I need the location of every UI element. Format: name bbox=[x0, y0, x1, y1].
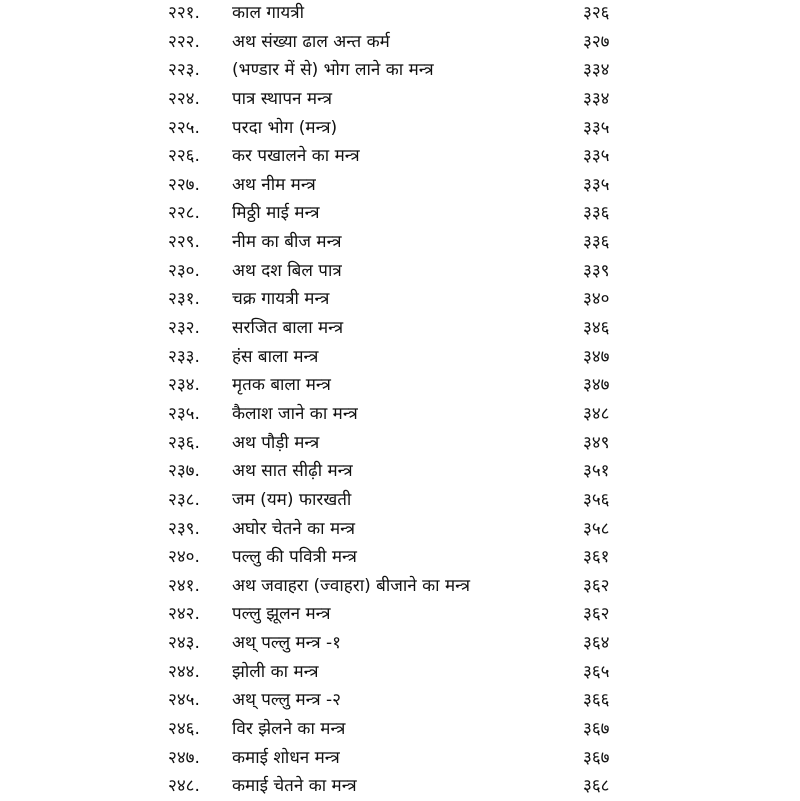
toc-entry-row bbox=[0, 171, 800, 200]
entry-number: २३९. bbox=[168, 518, 200, 539]
entry-number: २२६. bbox=[168, 146, 200, 167]
entry-page-number: ३३६ bbox=[583, 203, 610, 224]
entry-page-number: ३६७ bbox=[583, 747, 610, 768]
toc-entry-row bbox=[0, 658, 800, 687]
entry-page-number: ३३५ bbox=[583, 146, 610, 167]
toc-entry-row bbox=[0, 600, 800, 629]
entry-title: विर झेलने का मन्त्र bbox=[232, 719, 346, 740]
entry-title: परदा भोग (मन्त्र) bbox=[232, 117, 338, 138]
toc-entry-row bbox=[0, 686, 800, 715]
toc-entry-row bbox=[0, 715, 800, 744]
toc-entry-row bbox=[0, 28, 800, 57]
entry-number: २२८. bbox=[168, 203, 200, 224]
entry-number: २४०. bbox=[168, 547, 200, 568]
entry-page-number: ३४७ bbox=[583, 346, 610, 367]
entry-number: २३६. bbox=[168, 432, 200, 453]
entry-title: मृतक बाला मन्त्र bbox=[232, 375, 331, 396]
entry-number: २३४. bbox=[168, 375, 200, 396]
entry-number: २४४. bbox=[168, 661, 200, 682]
toc-entry-row bbox=[0, 228, 800, 257]
entry-title: अथ जवाहरा (ज्वाहरा) बीजाने का मन्त्र bbox=[232, 575, 471, 596]
entry-title: अघोर चेतने का मन्त्र bbox=[232, 518, 356, 539]
entry-title: कर पखालने का मन्त्र bbox=[232, 146, 360, 167]
toc-entry-row bbox=[0, 515, 800, 544]
entry-page-number: ३६२ bbox=[583, 575, 610, 596]
entry-title: जम (यम) फारखती bbox=[232, 489, 352, 510]
entry-number: २२२. bbox=[168, 31, 200, 52]
entry-title: कैलाश जाने का मन्त्र bbox=[232, 403, 358, 424]
entry-page-number: ३४७ bbox=[583, 375, 610, 396]
toc-entry-row bbox=[0, 486, 800, 515]
toc-entry-row bbox=[0, 142, 800, 171]
entry-page-number: ३४६ bbox=[583, 318, 610, 339]
entry-title: चक्र गायत्री मन्त्र bbox=[232, 289, 330, 310]
toc-entry-row bbox=[0, 85, 800, 114]
entry-number: २२४. bbox=[168, 88, 200, 109]
toc-entry-row bbox=[0, 772, 800, 801]
entry-title: सरजित बाला मन्त्र bbox=[232, 318, 344, 339]
entry-number: २४२. bbox=[168, 604, 200, 625]
entry-title: पात्र स्थापन मन्त्र bbox=[232, 88, 332, 109]
entry-title: मिठ्ठी माई मन्त्र bbox=[232, 203, 320, 224]
entry-title: अथ दश बिल पात्र bbox=[232, 260, 342, 281]
entry-title: हंस बाला मन्त्र bbox=[232, 346, 319, 367]
entry-title: अथ संख्या ढाल अन्त कर्म bbox=[232, 31, 390, 52]
entry-number: २३१. bbox=[168, 289, 200, 310]
entry-page-number: ३६२ bbox=[583, 604, 610, 625]
entry-page-number: ३६४ bbox=[583, 633, 610, 654]
entry-number: २३७. bbox=[168, 461, 200, 482]
entry-page-number: ३६८ bbox=[583, 776, 610, 797]
toc-entry-row bbox=[0, 257, 800, 286]
toc-entry-row bbox=[0, 629, 800, 658]
entry-number: २४८. bbox=[168, 776, 200, 797]
entry-title: अथ पौड़ी मन्त्र bbox=[232, 432, 320, 453]
toc-entry-row bbox=[0, 572, 800, 601]
toc-entry-row bbox=[0, 314, 800, 343]
entry-title: (भण्डार में से) भोग लाने का मन्त्र bbox=[232, 60, 434, 81]
entry-number: २४५. bbox=[168, 690, 200, 711]
entry-number: २३३. bbox=[168, 346, 200, 367]
toc-entry-row bbox=[0, 744, 800, 773]
entry-title: कमाई चेतने का मन्त्र bbox=[232, 776, 357, 797]
toc-entry-row bbox=[0, 343, 800, 372]
toc-entry-row bbox=[0, 371, 800, 400]
entry-title: कमाई शोधन मन्त्र bbox=[232, 747, 340, 768]
entry-page-number: ३४० bbox=[583, 289, 610, 310]
entry-number: २४१. bbox=[168, 575, 200, 596]
entry-page-number: ३६१ bbox=[583, 547, 610, 568]
entry-page-number: ३६६ bbox=[583, 690, 610, 711]
entry-page-number: ३४९ bbox=[583, 432, 610, 453]
entry-title: अथ सात सीढ़ी मन्त्र bbox=[232, 461, 353, 482]
toc-entry-row bbox=[0, 285, 800, 314]
entry-page-number: ३५८ bbox=[583, 518, 610, 539]
entry-title: पल्लु झूलन मन्त्र bbox=[232, 604, 331, 625]
toc-entry-row bbox=[0, 400, 800, 429]
toc-entry-row bbox=[0, 429, 800, 458]
toc-entry-row bbox=[0, 543, 800, 572]
entry-number: २४७. bbox=[168, 747, 200, 768]
entry-page-number: ३३४ bbox=[583, 60, 610, 81]
entry-number: २२१. bbox=[168, 3, 200, 23]
entry-number: २२७. bbox=[168, 174, 200, 195]
entry-page-number: ३२७ bbox=[583, 31, 610, 52]
entry-page-number: ३५१ bbox=[583, 461, 610, 482]
entry-page-number: ३५६ bbox=[583, 489, 610, 510]
entry-number: २४६. bbox=[168, 719, 200, 740]
entry-title: अथ नीम मन्त्र bbox=[232, 174, 316, 195]
entry-number: २२५. bbox=[168, 117, 200, 138]
entry-page-number: ३६७ bbox=[583, 719, 610, 740]
toc-entry-row bbox=[0, 0, 800, 28]
entry-page-number: ३६५ bbox=[583, 661, 610, 682]
entry-page-number: ३४८ bbox=[583, 403, 610, 424]
entry-page-number: ३३५ bbox=[583, 117, 610, 138]
entry-page-number: ३३९ bbox=[583, 260, 610, 281]
entry-number: २३५. bbox=[168, 403, 200, 424]
entry-page-number: ३३६ bbox=[583, 232, 610, 253]
toc-entry-row bbox=[0, 114, 800, 143]
entry-page-number: ३३४ bbox=[583, 88, 610, 109]
entry-title: पल्लु की पवित्री मन्त्र bbox=[232, 547, 357, 568]
entry-number: २२३. bbox=[168, 60, 200, 81]
entry-title: झोली का मन्त्र bbox=[232, 661, 319, 682]
entry-page-number: ३३५ bbox=[583, 174, 610, 195]
entry-number: २४३. bbox=[168, 633, 200, 654]
entry-title: अथ् पल्लु मन्त्र -१ bbox=[232, 633, 341, 654]
toc-entry-row bbox=[0, 56, 800, 85]
entry-number: २२९. bbox=[168, 232, 200, 253]
entry-page-number: ३२६ bbox=[583, 3, 610, 23]
entry-number: २३०. bbox=[168, 260, 200, 281]
toc-entry-row bbox=[0, 199, 800, 228]
toc-entry-row bbox=[0, 457, 800, 486]
entry-title: नीम का बीज मन्त्र bbox=[232, 232, 342, 253]
entry-title: अथ् पल्लु मन्त्र -२ bbox=[232, 690, 341, 711]
entry-title: काल गायत्री bbox=[232, 3, 305, 23]
entry-number: २३८. bbox=[168, 489, 200, 510]
entry-number: २३२. bbox=[168, 318, 200, 339]
